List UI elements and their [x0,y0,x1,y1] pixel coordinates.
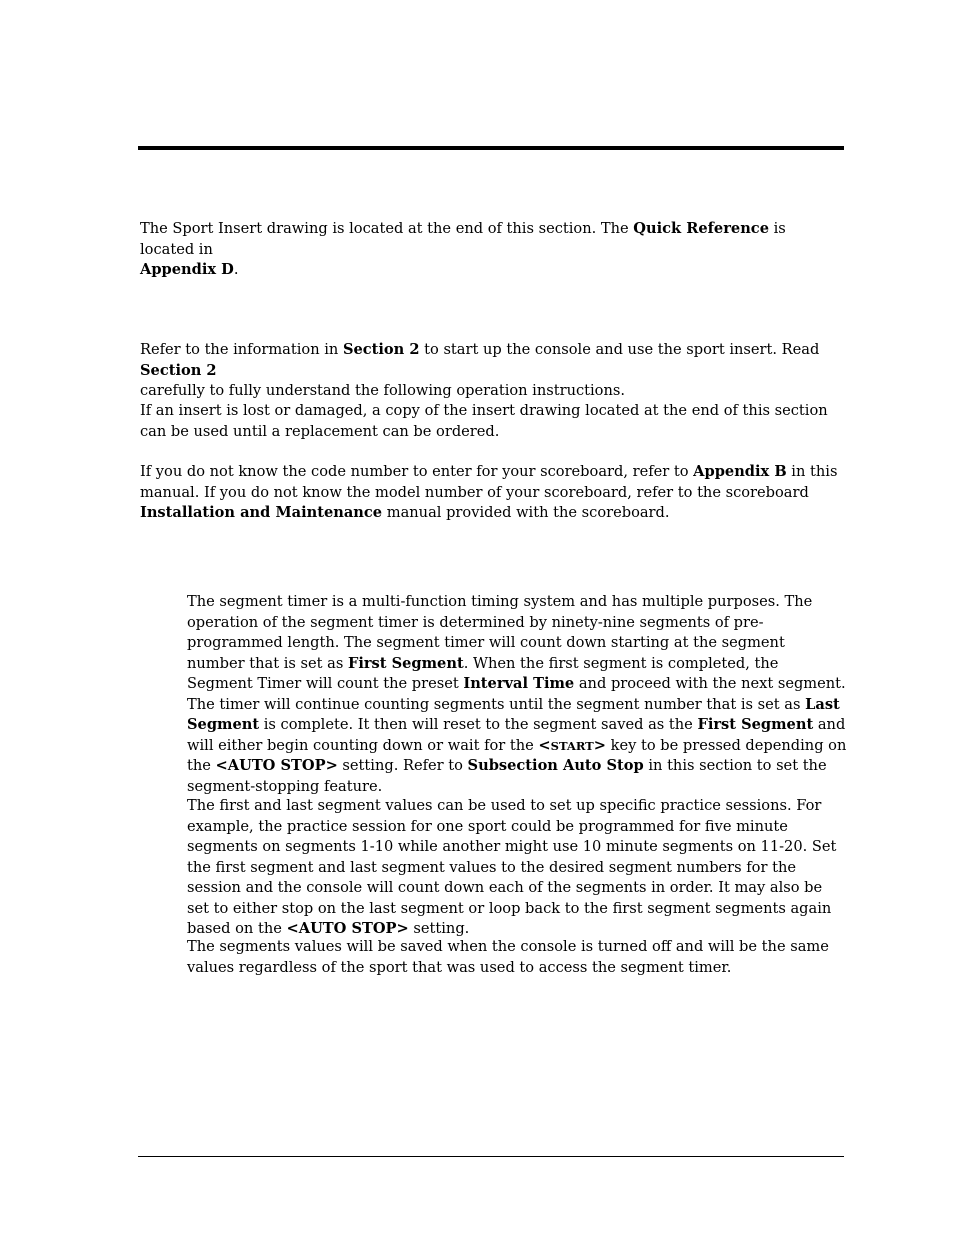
segment-saved-paragraph: The segments values will be saved when the console is turned off and will be the same values regardless of the sport that was used to access the segment timer. [187,938,829,976]
segment-timer-paragraph: The segment timer is a multi-function timing system and has multiple purposes. The operation of the segment timer is determined by ninety-nine segments of pre-programmed length. The segment timer will count down starting at the segment number that is set as First Segment. When the first segment is completed, the Segment Timer will count the preset Interval Time and proceed with the next segment. The timer will continue counting segments until the segment number that is set as Last Segment is complete. It then will reset to the segment saved as the First Segment and will either begin counting down or wait for the <START> key to be pressed depending on the <AUTO STOP> setting. Refer to Subsection Auto Stop in this section to set the segment-stopping feature. [187,593,847,795]
header-rule [138,146,844,150]
startup-paragraph: Refer to the information in Section 2 to start up the console and use the sport insert. Read Section 2 carefully to fully understand the following operation instructions. [140,341,820,399]
code-number-paragraph: If you do not know the code number to enter for your scoreboard, refer to Appendix B in this manual. If you do not know the model number of your scoreboard, refer to the scoreboard Installation and Maintenance manual provided with the scoreboard. [140,463,838,521]
segment-values-paragraph: The first and last segment values can be used to set up specific practice sessions. For example, the practice session for one sport could be programmed for five minute segments on segments 1-10 while another might use 10 minute segments on 11-20. Set the first segment and last segment values to the desired segment numbers for the session and the console will count down each of the segments in order. It may also be set to either stop on the last segment or loop back to the first segment segments again based on the <AUTO STOP> setting. [187,797,837,937]
footer-rule [138,1156,844,1157]
intro-paragraph: The Sport Insert drawing is located at the end of this section. The Quick Reference is located in Appendix D. [140,220,786,278]
insert-lost-paragraph: If an insert is lost or damaged, a copy of the insert drawing located at the end of this section can be used until a replacement can be ordered. [140,402,828,440]
